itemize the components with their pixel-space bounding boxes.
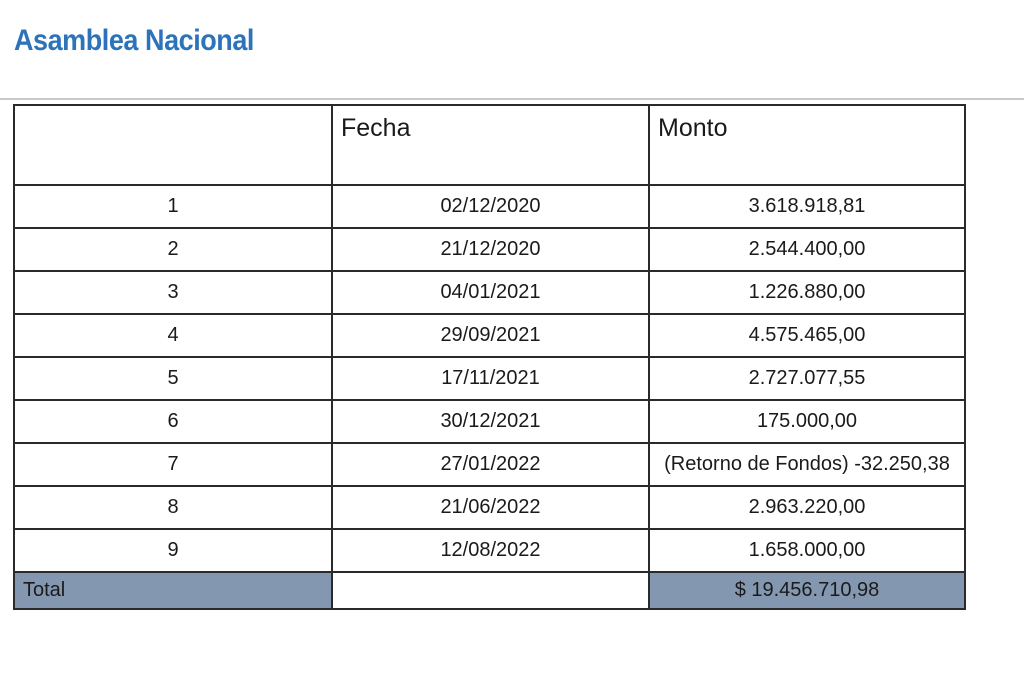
total-row xyxy=(14,572,965,609)
total-date-cell xyxy=(332,572,649,609)
row-amount: 1.658.000,00 xyxy=(649,529,965,572)
table-row xyxy=(14,529,965,572)
row-amount: 175.000,00 xyxy=(649,400,965,443)
total-amount: $ 19.456.710,98 xyxy=(649,572,965,609)
table-row xyxy=(14,400,965,443)
table-row xyxy=(14,185,965,228)
payments-table xyxy=(13,104,966,610)
row-amount: (Retorno de Fondos) -32.250,38 xyxy=(649,443,965,486)
row-amount: 4.575.465,00 xyxy=(649,314,965,357)
table-row xyxy=(14,228,965,271)
row-number: 2 xyxy=(14,228,332,271)
row-number: 7 xyxy=(14,443,332,486)
row-date: 27/01/2022 xyxy=(332,443,649,486)
header-divider xyxy=(0,98,1024,100)
row-amount: 2.727.077,55 xyxy=(649,357,965,400)
row-number: 1 xyxy=(14,185,332,228)
row-date: 02/12/2020 xyxy=(332,185,649,228)
table-row xyxy=(14,314,965,357)
table-row xyxy=(14,271,965,314)
table-row xyxy=(14,443,965,486)
row-amount: 1.226.880,00 xyxy=(649,271,965,314)
row-number: 4 xyxy=(14,314,332,357)
row-date: 04/01/2021 xyxy=(332,271,649,314)
table-row xyxy=(14,486,965,529)
row-number: 3 xyxy=(14,271,332,314)
table-row xyxy=(14,357,965,400)
row-date: 30/12/2021 xyxy=(332,400,649,443)
row-amount: 2.963.220,00 xyxy=(649,486,965,529)
row-date: 21/12/2020 xyxy=(332,228,649,271)
row-number: 6 xyxy=(14,400,332,443)
table-header-row xyxy=(14,105,965,185)
row-amount: 2.544.400,00 xyxy=(649,228,965,271)
row-number: 5 xyxy=(14,357,332,400)
header-cell-index xyxy=(14,105,332,185)
row-date: 29/09/2021 xyxy=(332,314,649,357)
row-amount: 3.618.918,81 xyxy=(649,185,965,228)
total-label: Total xyxy=(14,572,332,609)
row-date: 21/06/2022 xyxy=(332,486,649,529)
organization-title: Asamblea Nacional xyxy=(14,24,254,57)
header-cell-monto: Monto xyxy=(649,105,965,185)
row-date: 17/11/2021 xyxy=(332,357,649,400)
row-number: 9 xyxy=(14,529,332,572)
header-cell-fecha: Fecha xyxy=(332,105,649,185)
row-number: 8 xyxy=(14,486,332,529)
row-date: 12/08/2022 xyxy=(332,529,649,572)
